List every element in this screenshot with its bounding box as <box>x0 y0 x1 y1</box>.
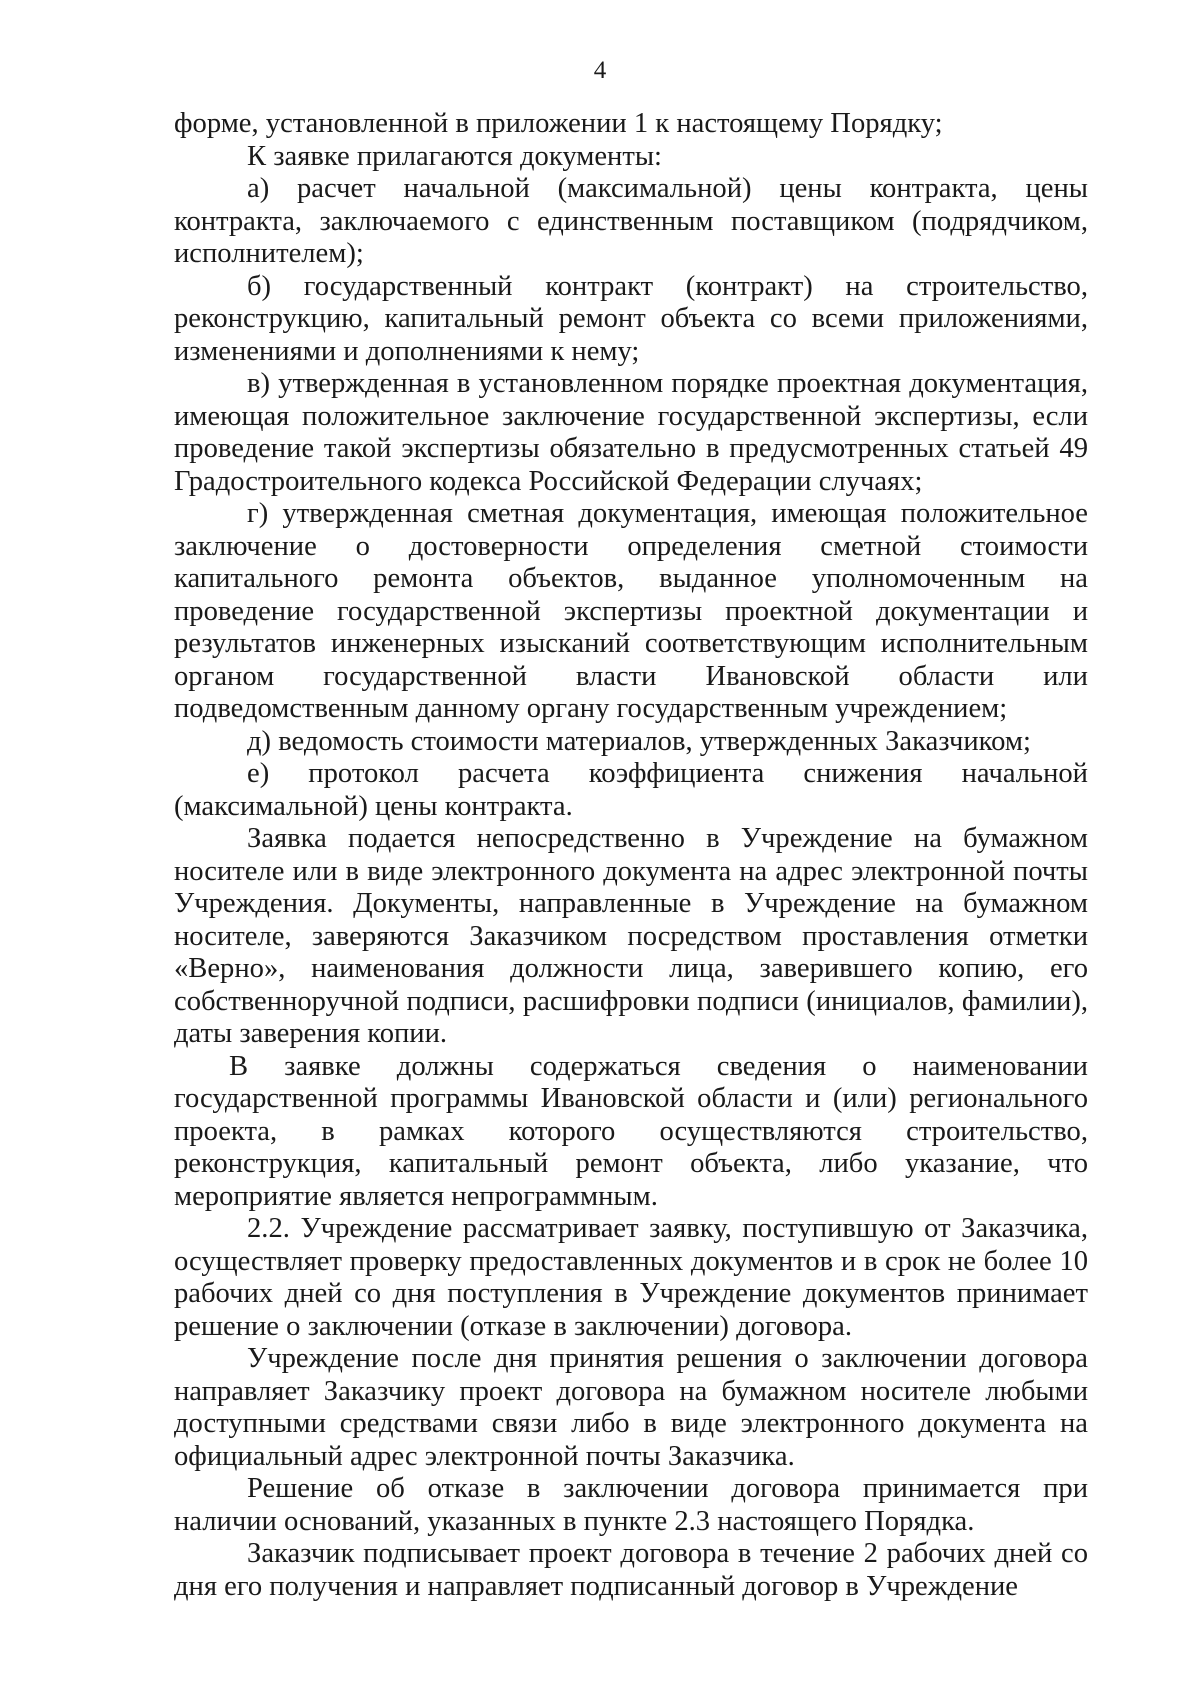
page-number: 4 <box>593 57 607 84</box>
paragraph-2-2: 2.2. Учреждение рассматривает заявку, поступившую от Заказчика, осуществляет проверку предоставленных документов и в срок не более 10 рабочих дней со дня поступления в Учреждение документов принимает решение о заключении (отказе в заключении) договора. <box>174 1213 1088 1342</box>
paragraph-item-a: а) расчет начальной (максимальной) цены контракта, цены контракта, заключаемого с единственным поставщиком (подрядчиком, исполнителем); <box>174 173 1088 269</box>
paragraph-documents-intro: К заявке прилагаются документы: <box>247 140 662 172</box>
paragraph-item-d: д) ведомость стоимости материалов, утвержденных Заказчиком; <box>247 725 1031 757</box>
paragraph-item-b: б) государственный контракт (контракт) на строительство, реконструкцию, капитальный ремонт объекта со всеми приложениями, изменениями и дополнениями к нему; <box>174 270 1088 367</box>
paragraph-refusal: Решение об отказе в заключении договора принимается при наличии оснований, указанных в пункте 2.3 настоящего Порядка. <box>174 1473 1088 1537</box>
paragraph-signing: Заказчик подписывает проект договора в течение 2 рабочих дней со дня его получения и направляет подписанный договор в Учреждение <box>174 1538 1088 1602</box>
paragraph-continuation: форме, установленной в приложении 1 к настоящему Порядку; <box>174 108 943 139</box>
document-body <box>174 108 1088 1603</box>
paragraph-item-e: е) протокол расчета коэффициента снижения начальной (максимальной) цены контракта. <box>174 758 1088 822</box>
paragraph-program-info: В заявке должны содержаться сведения о наименовании государственной программы Ивановской области и (или) регионального проекта, в рамках которого осуществляются строительство, реконструкция, капитальный ремонт объекта, либо указание, что мероприятие является непрограммным. <box>174 1050 1088 1212</box>
paragraph-item-v: в) утвержденная в установленном порядке проектная документация, имеющая положительное заключение государственной экспертизы, если проведение такой экспертизы обязательно в предусмотренных статьей 49 Градостроительного кодекса Российской Федерации случаях; <box>174 368 1088 497</box>
paragraph-draft-contract: Учреждение после дня принятия решения о заключении договора направляет Заказчику проект договора на бумажном носителе любыми доступными средствами связи либо в виде электронного документа на официальный адрес электронной почты Заказчика. <box>174 1343 1088 1472</box>
paragraph-item-g: г) утвержденная сметная документация, имеющая положительное заключение о достоверности определения сметной стоимости капитального ремонта объектов, выданное уполномоченным на проведение государственной экспертизы проектной документации и результатов инженерных изысканий соответствующим исполнительным органом государственной власти Ивановской области или подведомственным данному органу государственным учреждением; <box>174 498 1088 724</box>
paragraph-submission: Заявка подается непосредственно в Учреждение на бумажном носителе или в виде электронного документа на адрес электронной почты Учреждения. Документы, направленные в Учреждение на бумажном носителе, заверяются Заказчиком посредством проставления отметки «Верно», наименования должности лица, заверившего копию, его собственноручной подписи, расшифровки подписи (инициалов, фамилии), даты заверения копии. <box>174 823 1088 1049</box>
